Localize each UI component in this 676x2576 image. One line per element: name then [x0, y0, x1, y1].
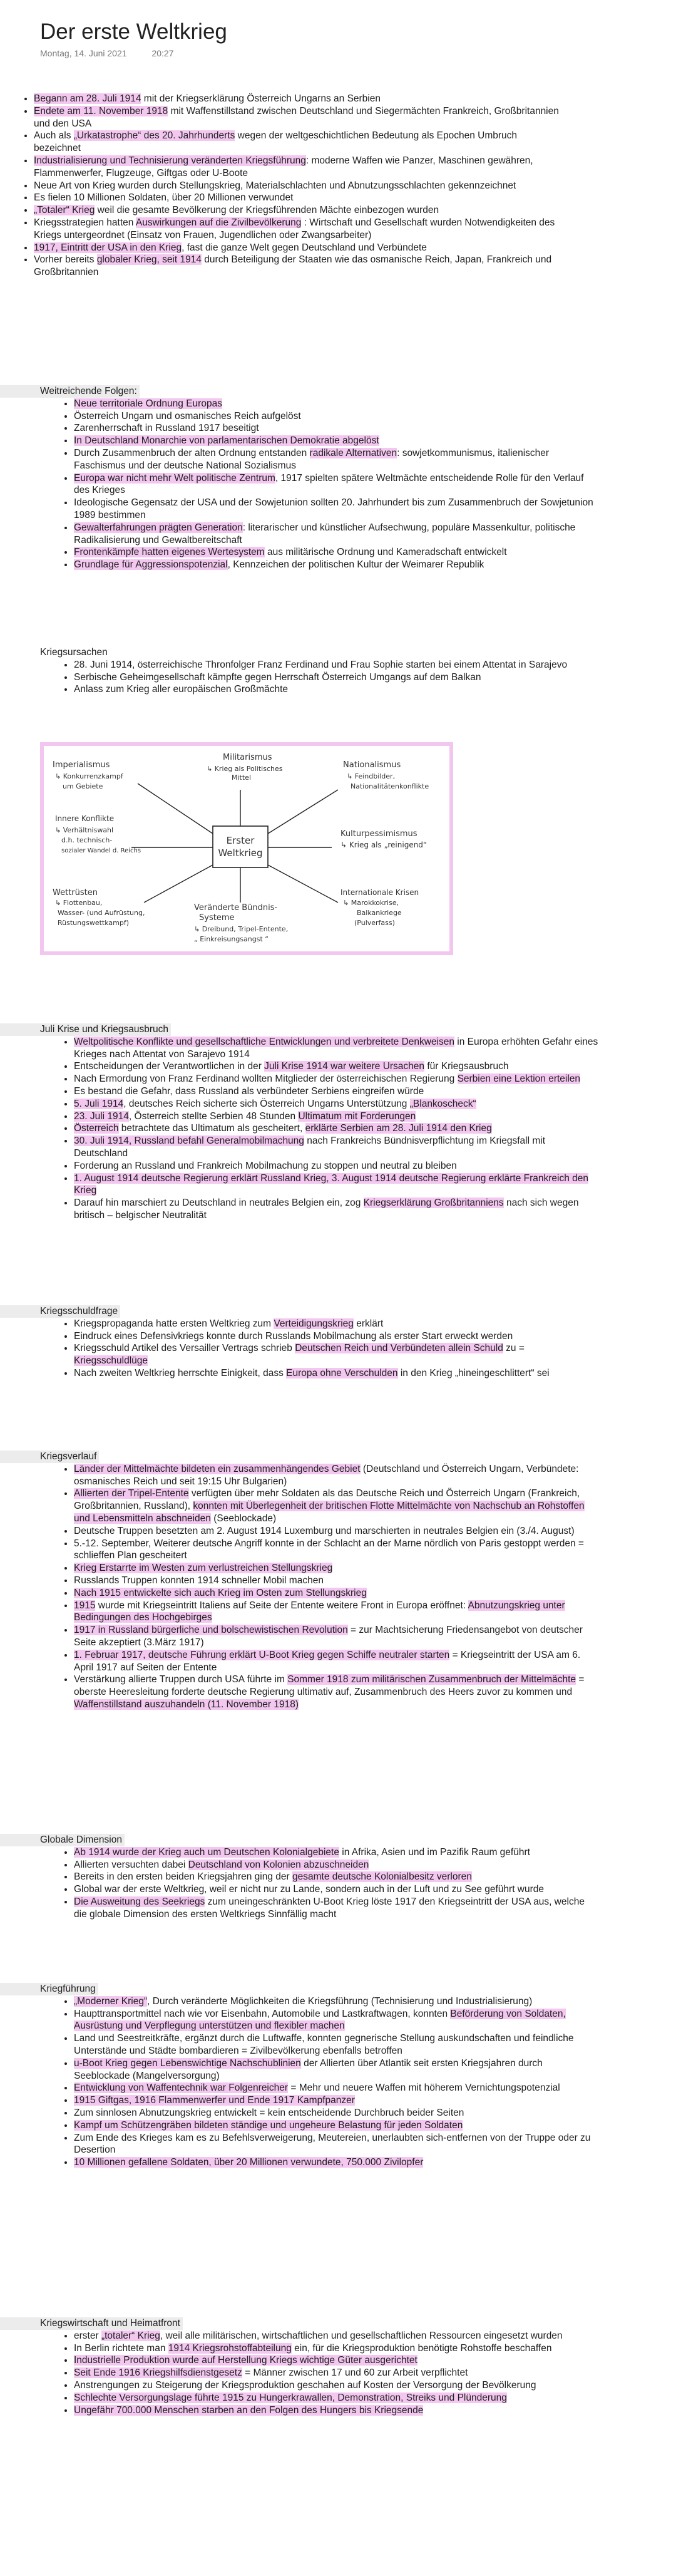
mindmap-left-3: d.h. technisch-: [61, 836, 113, 844]
highlighted-text: Verteidigungskrieg: [274, 1318, 354, 1329]
section-heading-schuld: Kriegsschuldfrage: [0, 1305, 120, 1318]
mindmap-topleft-1: Imperialismus: [53, 760, 110, 770]
list-item: [74, 2008, 600, 2033]
text-run: Nach Ermordung von Franz Ferdinand wollten Mitglieder der österreichischen Regierung: [74, 1073, 458, 1085]
text-run: in Europa erhöhten Gefahr eines Krieges nach Attentat von Sarajevo 1914: [74, 1036, 598, 1060]
list-item: [74, 1085, 600, 1098]
mindmap-bottom-3: ↳ Dreibund, Tripel-Entente,: [194, 925, 289, 933]
section-heading-ursachen: Kriegsursachen: [40, 647, 108, 658]
handwritten-mindmap: [40, 742, 453, 955]
text-run: Global war der erste Weltkrieg, weil er nicht nur zu Lande, sondern auch in der Luft und zu See geführt wurde: [74, 1884, 545, 1895]
highlighted-text: Sommer 1918 zum militärischen Zusammenbruch der Mittelmächte: [287, 1674, 576, 1685]
highlighted-text: Kampf um Schützengräben bildeten ständige und ungeheure Belastung für jeden Soldaten: [74, 2119, 463, 2131]
highlighted-text: Industrielle Produktion wurde auf Herstellung Kriegs wichtige Güter ausgerichtet: [74, 2355, 417, 2366]
section-heading-folgen: Weitreichende Folgen:: [0, 385, 140, 398]
highlighted-text: konnten mit Überlegenheit der britischen Flotte Mittelmächte von Nachschub an Rohstoffen und Lebensmitteln abschneiden: [74, 1501, 585, 1524]
text-run: = Kriegseintritt der USA am 6. April 1917 auf Seiten der Entente: [74, 1649, 581, 1673]
global-list: [40, 1846, 676, 1921]
mindmap-top-1: Militarismus: [223, 753, 272, 762]
text-run: Kriegsschuld Artikel des Versailler Vertrags schrieb: [74, 1343, 295, 1354]
heimatfront-section: [0, 2317, 676, 2416]
text-run: nach Frankreichs Bündnisverpflichtung im Kriegsfall mit Deutschland: [74, 1135, 545, 1159]
text-run: Zum sinnlosen Abnutzungskrieg entwickelt = kein entscheidende Durchbruch beider Seiten: [74, 2107, 464, 2118]
highlighted-text: 23. Juli 1914: [74, 1110, 129, 1122]
mindmap-center-2: Weltkrieg: [218, 847, 263, 859]
list-item: [34, 105, 560, 130]
text-run: Deutsche Truppen besetzten am 2. August 1914 Luxemburg und marschierten in neutrales Belgien ein (3./4. August): [74, 1525, 575, 1536]
list-item: [74, 1160, 600, 1172]
text-run: Es bestand die Gefahr, dass Russland als verbündeter Serbiens eingreifen würde: [74, 1085, 424, 1097]
text-run: erster: [74, 2330, 101, 2341]
text-run: Anlass zum Krieg aller europäischen Großmächte: [74, 684, 289, 695]
list-item: [34, 130, 560, 155]
list-item: [74, 1098, 600, 1110]
list-item: [74, 1871, 600, 1883]
text-run: Österreich Ungarn und osmanisches Reich aufgelöst: [74, 410, 301, 422]
highlighted-text: u-Boot Krieg gegen Lebenswichtige Nachschublinien: [74, 2057, 301, 2069]
text-run: betrachtete das Ultimatum als gescheitert,: [118, 1123, 305, 1134]
list-item: [34, 204, 560, 217]
text-run: : sowjetkommunismus, italienischer Faschismus und der deutsche National Sozialismus: [74, 447, 550, 471]
mindmap-topleft-3: um Gebiete: [63, 782, 103, 790]
highlighted-text: Europa war nicht mehr Welt politische Zentrum: [74, 472, 275, 484]
list-item: [74, 1330, 600, 1343]
list-item: [34, 93, 560, 105]
schuld-list: [40, 1318, 676, 1380]
text-run: : moderne Waffen wie Panzer, Maschinen gewähren, Flammenwerfer, Flugzeuge, Giftgas oder U-Boote: [34, 155, 533, 178]
list-item: [74, 1525, 600, 1538]
highlighted-text: Nach 1915 entwickelte sich auch Krieg im Osten zum Stellungskrieg: [74, 1587, 367, 1598]
list-item: [74, 2342, 600, 2355]
text-run: in Afrika, Asien und im Pazifik Raum geführt: [339, 1846, 530, 1858]
highlighted-text: 1914 Kriegsrohstoffabteilung: [168, 2342, 292, 2354]
list-item: [74, 2379, 600, 2392]
highlighted-text: Österreich: [74, 1123, 119, 1134]
list-item: [74, 1487, 600, 1524]
highlighted-text: Gewalterfahrungen prägten Generation: [74, 522, 243, 533]
text-run: nach sich wegen britisch – belgischer Neutralität: [74, 1197, 579, 1221]
list-item: [74, 522, 600, 547]
heimatfront-list: [40, 2330, 676, 2417]
list-item: [74, 2132, 600, 2157]
highlighted-text: Auswirkungen auf die Zivilbevölkerung: [135, 217, 302, 228]
list-item: [74, 546, 600, 559]
page-date: Montag, 14. Juni 2021: [40, 48, 127, 58]
list-item: [74, 1197, 600, 1222]
highlighted-text: Neue territoriale Ordnung Europas: [74, 398, 222, 409]
list-item: [34, 180, 560, 192]
list-item: [74, 1172, 600, 1197]
text-run: , fast die ganze Welt gegen Deutschland und Verbündete: [182, 242, 427, 253]
highlighted-text: Ultimatum mit Forderungen: [298, 1110, 416, 1122]
list-item: [74, 1624, 600, 1649]
text-run: mit Waffenstillstand zwischen Deutschland und Siegermächten Frankreich, Großbritannien und den USA: [34, 105, 559, 129]
list-item: [74, 2107, 600, 2119]
page-title: Der erste Weltkrieg: [40, 19, 227, 44]
mindmap-bottomright-1: Internationale Krisen: [341, 888, 419, 897]
highlighted-text: gesamte deutsche Kolonialbesitz verloren: [292, 1871, 472, 1883]
text-run: Entscheidungen der Verantwortlichen in der: [74, 1061, 265, 1072]
mindmap-top-3: Mittel: [232, 773, 251, 782]
text-run: Haupttransportmittel nach wie vor Eisenbahn, Automobile und Lastkraftwagen, konnten: [74, 2008, 451, 2019]
list-item: [74, 2354, 600, 2367]
section-heading-fuehrung: Kriegführung: [0, 1983, 98, 1995]
list-item: [74, 2082, 600, 2094]
highlighted-text: Weltpolitische Konflikte und gesellschaftliche Entwicklungen und verbreitete Denkweisen: [74, 1036, 454, 1047]
ursachen-list: [40, 659, 676, 696]
text-run: Ideologische Gegensatz der USA und der Sowjetunion sollten 20. Jahrhundert bis zum Zusammenbruch der Sowjetunion 1989 bestimmen: [74, 497, 593, 520]
highlighted-text: Seit Ende 1916 Kriegshilfsdienstgesetz: [74, 2367, 242, 2379]
text-run: : literarischer und künstlicher Aufsechwung, populäre Massenkultur, politische Radikalisierung und Gewaltbereitschaft: [74, 522, 576, 546]
highlighted-text: 1. Februar 1917, deutsche Führung erklärt U-Boot Krieg gegen Schiffe neutraler starten: [74, 1649, 450, 1660]
list-item: [74, 1995, 600, 2008]
highlighted-text: „Moderner Krieg“: [74, 1995, 148, 2007]
fuehrung-list: [40, 1995, 676, 2169]
text-run: Eindruck eines Defensivkriegs konnte durch Russlands Mobilmachung als erster Start erweckt werden: [74, 1330, 513, 1342]
highlighted-text: Beförderung von Soldaten, Ausrüstung und Verpflegung unterstützen und flexibler machen: [74, 2008, 566, 2032]
mindmap-topright-2: ↳ Feindbilder,: [347, 772, 396, 780]
text-run: verfügten über mehr Soldaten als das Deutsche Reich und Österreich Ungarn (Frankreich, Großbritannien, Russland),: [74, 1488, 580, 1512]
verlauf-list: [40, 1463, 676, 1711]
list-item: [74, 683, 600, 696]
list-item: [74, 1538, 600, 1563]
highlighted-text: Endete am 11. November 1918: [34, 105, 168, 116]
list-item: [74, 398, 600, 410]
text-run: : Wirtschaft und Gesellschaft wurden Notwendigkeiten des Kriegs untergeordnet (Einsatz von Frauen, Jugendlichen oder Zwangsarbeiter): [34, 217, 555, 241]
text-run: Bereits in den ersten beiden Kriegsjahren ging der: [74, 1871, 292, 1883]
mindmap-bottomleft-2: ↳ Flottenbau,: [55, 899, 103, 907]
mindmap-bottomright-4: (Pulverfass): [354, 919, 395, 927]
julikrise-list: [40, 1036, 676, 1222]
text-run: , Österreich stellte Serbien 48 Stunden: [128, 1110, 299, 1122]
schuld-section: [0, 1305, 676, 1380]
text-run: Verstärkung allierte Truppen durch USA führte im: [74, 1674, 288, 1685]
list-item: [74, 671, 600, 684]
highlighted-text: Deutschen Reich und Verbündeten allein Schuld: [295, 1343, 503, 1354]
list-item: [74, 1587, 600, 1600]
list-item: [34, 192, 560, 204]
text-run: wegen der weltgeschichtlichen Bedeutung als Epochen Umbruch bezeichnet: [34, 130, 518, 154]
highlighted-text: Allierten der Tripel-Entente: [74, 1488, 189, 1499]
highlighted-text: „Blankoscheck“: [409, 1098, 476, 1109]
page-time: 20:27: [151, 48, 174, 58]
text-run: Vorher bereits: [34, 254, 97, 266]
list-item: [74, 422, 600, 435]
highlighted-text: 1915 Giftgas, 1916 Flammenwerfer und Ende 1917 Kampfpanzer: [74, 2095, 355, 2106]
list-item: [74, 1846, 600, 1859]
list-item: [74, 2119, 600, 2132]
text-run: durch Beteiligung der Staaten wie das osmanische Reich, Japan, Frankreich und Großbritannien: [34, 254, 552, 278]
global-section: [0, 1834, 676, 1921]
text-run: , Durch veränderte Möglichkeiten die Kriegsführung (Technisierung und Industrialisierung): [147, 1995, 533, 2007]
mindmap-topright-1: Nationalismus: [343, 760, 401, 770]
mindmap-center-box: [213, 826, 268, 867]
text-run: erklärt: [353, 1318, 384, 1329]
julikrise-section: [0, 1023, 676, 1222]
text-run: = Männer zwischen 17 und 60 zur Arbeit verpflichtet: [242, 2367, 468, 2379]
text-run: weil die gesamte Bevölkerung der Kriegsführenden Mächte einbezogen wurden: [95, 205, 439, 216]
text-run: , 1917 spielten spätere Weltmächte entscheidende Rolle für den Verlauf des Krieges: [74, 472, 584, 496]
list-item: [74, 1036, 600, 1061]
mindmap-bottom-2: Systeme: [199, 913, 235, 923]
list-item: [74, 1135, 600, 1160]
list-item: [74, 1110, 600, 1123]
highlighted-text: 10 Millionen gefallene Soldaten, über 20 Millionen verwundete, 750.000 Zivilopfer: [74, 2157, 424, 2168]
highlighted-text: 5. Juli 1914: [74, 1098, 124, 1109]
highlighted-text: Länder der Mittelmächte bildeten ein zusammenhängendes Gebiet: [74, 1463, 361, 1474]
list-item: [74, 559, 600, 571]
text-run: zum uneingeschränkten U-Boot Krieg löste 1917 den Kriegseintritt der USA aus, welche die globale Dimension des ersten Weltkriegs Sinnfällig macht: [74, 1896, 585, 1920]
highlighted-text: Kriegsschuldlüge: [74, 1355, 148, 1367]
highlighted-text: „Urkatastrophe“ des 20. Jahrhunderts: [73, 130, 235, 142]
mindmap-bottomleft-1: Wettrüsten: [53, 888, 98, 897]
highlighted-text: Juli Krise 1914 war weitere Ursachen: [264, 1061, 425, 1072]
text-run: , Kennzeichen der politischen Kultur der Weimarer Republik: [227, 559, 484, 571]
section-heading-julikrise: Juli Krise und Kriegsausbruch: [0, 1023, 171, 1036]
highlighted-text: erklärte Serbien am 28. Juli 1914 den Krieg: [305, 1123, 492, 1134]
folgen-list: [40, 398, 676, 571]
list-item: [34, 155, 560, 180]
highlighted-text: „Totaler“ Krieg: [34, 205, 95, 216]
text-run: Russlands Truppen konnten 1914 schneller Mobil machen: [74, 1575, 324, 1586]
highlighted-text: Deutschland von Kolonien abzuschneiden: [188, 1859, 369, 1870]
highlighted-text: Grundlage für Aggressionspotenzial: [74, 559, 228, 571]
text-run: Zarenherrschaft in Russland 1917 beseitigt: [74, 423, 259, 434]
text-run: Es fielen 10 Millionen Soldaten, über 20 Millionen verwundet: [34, 192, 294, 204]
list-item: [74, 2404, 600, 2417]
highlighted-text: In Deutschland Monarchie von parlamentarischen Demokratie abgelöst: [74, 435, 379, 447]
mindmap-center-1: Erster: [226, 835, 255, 846]
highlighted-text: globaler Krieg, seit 1914: [96, 254, 202, 266]
text-run: Darauf hin marschiert zu Deutschland in neutrales Belgien ein, zog: [74, 1197, 364, 1209]
section-heading-verlauf: Kriegsverlauf: [0, 1451, 99, 1463]
highlighted-text: Schlechte Versorgungslage führte 1915 zu Hungerkrawallen, Demonstration, Streiks und Plünderung: [74, 2392, 507, 2403]
highlighted-text: Industrialisierung und Technisierung veränderten Kriegsführung: [34, 155, 306, 166]
list-item: [74, 2392, 600, 2404]
list-item: [74, 1649, 600, 1674]
highlighted-text: Abnutzungskrieg unter Bedingungen des Hochgebirges: [74, 1600, 565, 1623]
mindmap-bottomright-2: ↳ Marokkokrise,: [343, 899, 399, 907]
highlighted-text: 1915: [74, 1600, 96, 1611]
list-item: [34, 242, 560, 254]
highlighted-text: 1917 in Russland bürgerliche und bolschewistischen Revolution: [74, 1625, 348, 1636]
text-run: Nach zweiten Weltkrieg herrschte Einigkeit, dass: [74, 1367, 287, 1379]
list-item: [74, 447, 600, 472]
highlighted-text: Ab 1914 wurde der Krieg auch um Deutschen Kolonialgebiete: [74, 1846, 339, 1858]
page-meta: [40, 48, 676, 59]
text-run: Allierten versuchten dabei: [74, 1859, 188, 1870]
mindmap-bottomleft-4: Rüstungswettkampf): [58, 919, 129, 927]
highlighted-text: Serbien eine Lektion erteilen: [457, 1073, 581, 1085]
text-run: = oberste Heeresleitung forderte deutsche Regierung ultimativ auf, Zusammenbruch des Heers zuvor zu kommen und: [74, 1674, 585, 1698]
text-run: In Berlin richtete man: [74, 2342, 168, 2354]
text-run: mit der Kriegserklärung Österreich Ungarns an Serbien: [141, 93, 381, 104]
mindmap-left-4: sozialer Wandel d. Reichs: [61, 847, 141, 854]
mindmap-drawing: [44, 746, 449, 951]
highlighted-text: Ungefähr 700.000 Menschen starben an den Folgen des Hungers bis Kriegsende: [74, 2404, 424, 2416]
text-run: (Seeblockade): [210, 1513, 277, 1524]
list-item: [74, 1122, 600, 1135]
highlighted-text: „totaler“ Krieg: [101, 2330, 160, 2341]
list-item: [74, 2330, 600, 2342]
mindmap-bottom-4: „ Einkreisungsangst “: [194, 935, 269, 943]
text-run: in den Krieg „hineingeschlittert“ sei: [397, 1367, 550, 1379]
text-run: Anstrengungen zu Steigerung der Kriegsproduktion geschahen auf Kosten der Versorgung der Bevölkerung: [74, 2379, 536, 2391]
highlighted-text: Europa ohne Verschulden: [286, 1367, 398, 1379]
list-item: [74, 410, 600, 423]
highlighted-text: Die Ausweitung des Seekriegs: [74, 1896, 205, 1907]
list-item: [74, 472, 600, 497]
text-run: für Kriegsausbruch: [424, 1061, 509, 1072]
text-run: Forderung an Russland und Frankreich Mobilmachung zu stoppen und neutral zu bleiben: [74, 1160, 457, 1171]
list-item: [74, 1575, 600, 1587]
text-run: 28. Juni 1914, österreichische Thronfolger Franz Ferdinand und Frau Sophie starten bei einem Attentat in Sarajevo: [74, 659, 568, 670]
list-item: [74, 2032, 600, 2057]
mindmap-right-2: ↳ Krieg als „reinigend“: [341, 841, 428, 849]
text-run: , deutsches Reich sicherte sich Österreich Ungarns Unterstützung: [123, 1098, 410, 1109]
highlighted-text: Frontenkämpfe hatten eigenes Wertesystem: [74, 547, 265, 558]
list-item: [74, 2367, 600, 2379]
highlighted-text: Kriegserklärung Großbritanniens: [363, 1197, 504, 1209]
text-run: zu =: [503, 1343, 525, 1354]
list-item: [74, 1883, 600, 1896]
list-item: [74, 2156, 600, 2169]
list-item: [74, 1600, 600, 1625]
list-item: [74, 1073, 600, 1085]
text-run: der Allierten über Atlantik seit ersten Kriegsjahren durch Seeblockade (Mangelversorgung): [74, 2057, 543, 2081]
text-run: Auch als: [34, 130, 74, 142]
highlighted-text: 1917, Eintritt der USA in den Krieg: [34, 242, 182, 253]
highlighted-text: radikale Alternativen: [309, 447, 397, 458]
text-run: Zum Ende des Krieges kam es zu Befehlsverweigerung, Meutereien, unerlaubten sich-entfernen von der Truppe oder zu Desertion: [74, 2132, 591, 2156]
list-item: [74, 2057, 600, 2082]
list-item: [74, 1859, 600, 1871]
mindmap-topright-3: Nationalitätenkonflikte: [351, 782, 429, 790]
text-run: Kriegspropaganda hatte ersten Weltkrieg zum: [74, 1318, 274, 1329]
highlighted-text: Krieg Erstarrte im Westen zum verlustreichen Stellungskrieg: [74, 1563, 333, 1574]
text-run: 5.-12. September, Weiterer deutsche Angriff konnte in der Schlacht an der Marne nördlich von Paris gestoppt werden = schlieffen Plan gescheitert: [74, 1538, 584, 1561]
mindmap-topleft-2: ↳ Konkurrenzkampf: [55, 772, 123, 780]
list-item: [74, 1367, 600, 1380]
list-item: [74, 1060, 600, 1073]
section-heading-global: Globale Dimension: [0, 1834, 125, 1846]
list-item: [74, 435, 600, 447]
text-run: Serbische Geheimgesellschaft kämpfte gegen Herrschaft Österreich Umgangs auf dem Balkan: [74, 671, 481, 683]
highlighted-text: 30. Juli 1914, Russland befahl Generalmobilmachung: [74, 1135, 304, 1147]
highlighted-text: Begann am 28. Juli 1914: [34, 93, 141, 104]
list-item: [74, 659, 600, 671]
text-run: Neue Art von Krieg wurden durch Stellungskrieg, Materialschlachten und Abnutzungsschlachten gekennzeichnet: [34, 180, 516, 191]
text-run: , weil alle militärischen, wirtschaftlichen und gesellschaftlichen Ressourcen eingesetzt wurden: [160, 2330, 563, 2341]
text-run: Land und Seestreitkräfte, ergänzt durch die Luftwaffe, konnten gegnerische Stellung auskundschaften und feindliche Unterstände und Städte bombardieren = Zivilbevölkerung ebenfalls betroffen: [74, 2033, 574, 2056]
text-run: Kriegsstrategien hatten: [34, 217, 136, 228]
list-item: [74, 1562, 600, 1575]
text-run: = Mehr und neuere Waffen mit höherem Vernichtungspotenzial: [288, 2082, 560, 2094]
mindmap-top-2: ↳ Krieg als Politisches: [207, 765, 283, 773]
highlighted-text: Entwicklung von Waffentechnik war Folgenreicher: [74, 2082, 289, 2094]
intro-list: [0, 93, 676, 279]
fuehrung-section: [0, 1983, 676, 2169]
folgen-section: [0, 385, 676, 571]
list-item: [74, 1318, 600, 1330]
list-item: [74, 1673, 600, 1710]
ursachen-section: [0, 646, 676, 696]
mindmap-bottomright-3: Balkankriege: [357, 909, 402, 917]
text-run: = zur Machtsicherung Friedensangebot von deutscher Seite akzeptiert (3.März 1917): [74, 1625, 583, 1648]
mindmap-left-2: ↳ Verhältniswahl: [55, 826, 114, 834]
list-item: [74, 1342, 600, 1367]
text-run: (Deutschland und Österreich Ungarn, Verbündete: osmanisches Reich und seit 19:15 Uhr Bulgarien): [74, 1463, 579, 1487]
highlighted-text: Waffenstillstand auszuhandeln (11. November 1918): [74, 1699, 299, 1710]
mindmap-bottom-1: Veränderte Bündnis-: [194, 903, 278, 913]
intro-section: [0, 93, 676, 279]
mindmap-right-1: Kulturpessimismus: [341, 829, 417, 839]
text-run: Durch Zusammenbruch der alten Ordnung entstanden: [74, 447, 310, 458]
text-run: aus militärische Ordnung und Kameradschaft entwickelt: [264, 547, 507, 558]
mindmap-left-1: Innere Konflikte: [55, 814, 115, 823]
list-item: [34, 217, 560, 242]
list-item: [74, 1896, 600, 1921]
list-item: [74, 2094, 600, 2107]
list-item: [34, 254, 560, 279]
list-item: [74, 497, 600, 522]
list-item: [74, 1463, 600, 1488]
verlauf-section: [0, 1451, 676, 1711]
text-run: wurde mit Kriegseintritt Italiens auf Seite der Entente weitere Front in Europa eröffnet:: [95, 1600, 468, 1611]
mindmap-bottomleft-3: Wasser- (und Aufrüstung,: [58, 909, 145, 917]
highlighted-text: 1. August 1914 deutsche Regierung erklärt Russland Krieg, 3. August 1914 deutsche Regierung erklärte Frankreich den Krieg: [74, 1172, 589, 1196]
text-run: ein, für die Kriegsproduktion benötigte Rohstoffe beschaffen: [291, 2342, 552, 2354]
section-heading-heimatfront: Kriegswirtschaft und Heimatfront: [0, 2317, 183, 2330]
